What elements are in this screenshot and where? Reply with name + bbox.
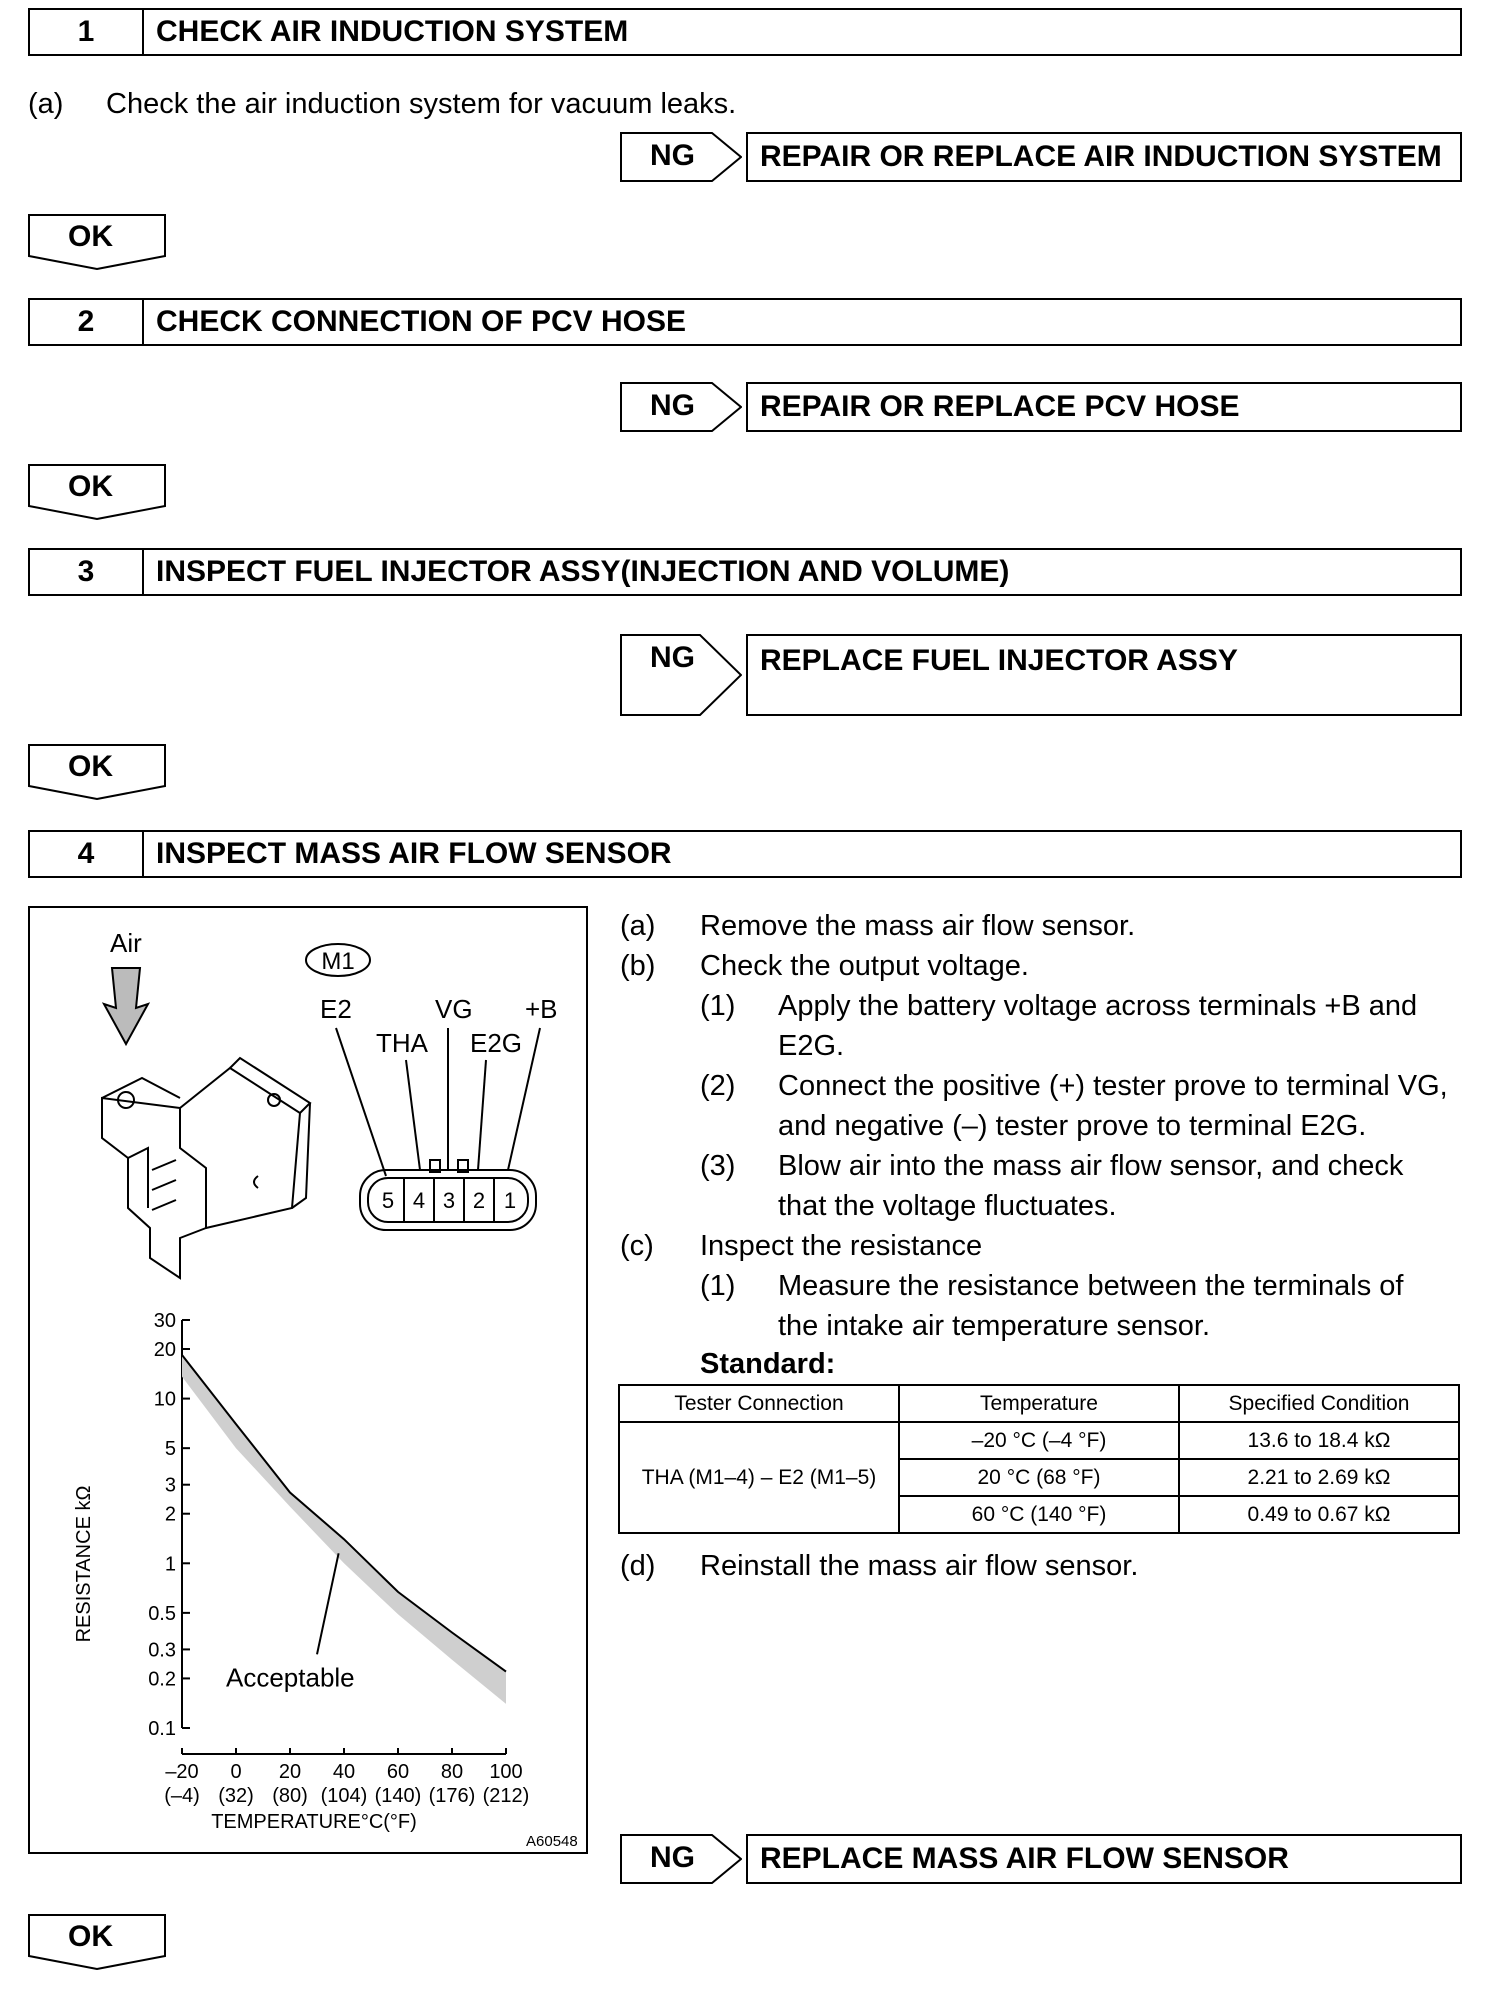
ok-label: OK [68,750,113,783]
ng-label: NG [650,139,695,172]
item-label: (3) [700,1150,736,1182]
step-title: CHECK CONNECTION OF PCV HOSE [156,305,687,338]
annotation-label: Acceptable [226,1662,355,1693]
ng-result: REPAIR OR REPLACE AIR INDUCTION SYSTEM [746,132,1462,182]
table-header-row [619,1385,1459,1422]
table-header: Tester Connection [619,1385,899,1422]
terminal-b: +B [525,994,558,1024]
connector-id: M1 [321,948,355,975]
terminal-e2: E2 [320,994,352,1024]
pin-1: 1 [503,1188,517,1213]
step-number: 4 [30,832,144,876]
ng-arrow [620,1834,742,1884]
y-tick-label: 1 [164,1553,176,1576]
pin-3: 3 [442,1188,456,1213]
step-title: CHECK AIR INDUCTION SYSTEM [156,15,629,48]
x-tick-label: 0 [230,1761,242,1783]
item-text: Inspect the resistance [700,1230,983,1262]
item-text: Reinstall the mass air flow sensor. [700,1550,1139,1582]
item-text: Connect the positive (+) tester prove to terminal VG, [778,1070,1448,1102]
table-cell: 0.49 to 0.67 kΩ [1179,1496,1459,1533]
spec-table [618,1384,1460,1534]
figure-code: A60548 [526,1833,578,1850]
item-text: Remove the mass air flow sensor. [700,910,1136,942]
x-axis-label: TEMPERATURE°C(°F) [211,1811,417,1833]
x-tick-label: 40 [332,1761,356,1783]
x-tick-label: 100 [489,1761,523,1783]
ng-label: NG [650,1841,695,1874]
air-arrow-icon [104,968,148,1044]
item-text: Blow air into the mass air flow sensor, and check [778,1150,1404,1182]
y-axis-label: RESISTANCE kΩ [73,1485,95,1643]
item-text: E2G. [778,1030,845,1062]
y-tick-label: 0.3 [148,1639,176,1662]
step-3-header [28,548,1462,596]
ng-result: REPAIR OR REPLACE PCV HOSE [746,382,1462,432]
terminal-e2g: E2G [470,1028,523,1058]
step-number: 2 [30,300,144,344]
terminal-vg: VG [435,994,473,1024]
ng-label: NG [650,389,695,422]
pin-2: 2 [472,1188,486,1213]
annotation-leader [317,1553,339,1654]
step-number: 1 [30,10,144,54]
table-cell: 13.6 to 18.4 kΩ [1179,1422,1459,1459]
x-tick-label-f: (80) [272,1785,308,1807]
step-4-header [28,830,1462,878]
y-tick-label: 10 [153,1388,176,1411]
ng-arrow [620,132,742,182]
item-label: (d) [620,1550,656,1582]
item-text: Check the air induction system for vacuum leaks. [106,88,737,120]
item-text: the intake air temperature sensor. [778,1310,1211,1342]
x-tick-label-f: (212) [482,1785,530,1807]
acceptable-band [182,1355,506,1704]
pin-5: 5 [381,1188,395,1213]
table-cell: 20 °C (68 °F) [899,1459,1179,1496]
step-title: INSPECT FUEL INJECTOR ASSY(INJECTION AND VOLUME) [156,555,1010,588]
y-tick-label: 20 [153,1339,176,1362]
table-header: Temperature [899,1385,1179,1422]
step-1-header [28,8,1462,56]
pin-4: 4 [412,1188,426,1213]
x-tick-label: 80 [440,1761,464,1783]
terminal-tha: THA [376,1028,428,1058]
item-label: (1) [700,990,736,1022]
item-text: Check the output voltage. [700,950,1029,982]
x-tick-label-f: (32) [218,1785,254,1807]
step-2-header [28,298,1462,346]
x-tick-label-f: (140) [374,1785,422,1807]
step-title: INSPECT MASS AIR FLOW SENSOR [156,837,672,870]
table-row [619,1422,1459,1459]
y-tick-label: 0.5 [148,1602,176,1625]
step-number: 3 [30,550,144,594]
item-label: (2) [700,1070,736,1102]
y-tick-label: 0.2 [148,1668,176,1691]
resistance-chart [73,1310,529,1833]
ok-label: OK [68,1920,113,1953]
ng-arrow [620,382,742,432]
standard-label: Standard: [700,1348,836,1380]
y-tick-label: 5 [164,1438,176,1461]
item-label: (1) [700,1270,736,1302]
ng-result: REPLACE MASS AIR FLOW SENSOR [746,1834,1462,1884]
air-label: Air [110,928,142,958]
table-header: Specified Condition [1179,1385,1459,1422]
x-tick-label: 20 [278,1761,302,1783]
sensor-figure-svg [30,908,586,1852]
item-text: that the voltage fluctuates. [778,1190,1117,1222]
table-cell-connection: THA (M1–4) – E2 (M1–5) [619,1422,899,1533]
y-tick-label: 3 [164,1474,176,1497]
item-text: Measure the resistance between the terminals of [778,1270,1404,1302]
item-label: (a) [28,88,64,120]
x-tick-label-f: (104) [320,1785,368,1807]
ok-label: OK [68,470,113,503]
x-tick-label-f: (–4) [164,1785,200,1807]
item-label: (a) [620,910,656,942]
ok-label: OK [68,220,113,253]
mass-air-flow-sensor-icon [102,1058,310,1278]
item-text: and negative (–) tester prove to terminal E2G. [778,1110,1367,1142]
ok-arrow [28,744,166,800]
series-line-0 [182,1355,506,1672]
item-label: (c) [620,1230,654,1262]
x-tick-label: 60 [386,1761,410,1783]
table-cell: –20 °C (–4 °F) [899,1422,1179,1459]
ng-result: REPLACE FUEL INJECTOR ASSY [746,634,1462,716]
ok-arrow [28,1914,166,1970]
y-tick-label: 2 [164,1503,176,1526]
ok-arrow [28,464,166,520]
table-cell: 2.21 to 2.69 kΩ [1179,1459,1459,1496]
x-tick-label: –20 [165,1761,199,1783]
table-cell: 60 °C (140 °F) [899,1496,1179,1533]
y-tick-label: 0.1 [148,1718,176,1740]
y-tick-label: 30 [153,1310,176,1332]
ng-arrow [620,634,742,716]
ok-arrow [28,214,166,270]
x-tick-label-f: (176) [428,1785,476,1807]
sensor-figure [28,906,588,1854]
item-label: (b) [620,950,656,982]
item-text: Apply the battery voltage across terminals +B and [778,990,1418,1022]
ng-label: NG [650,641,695,674]
